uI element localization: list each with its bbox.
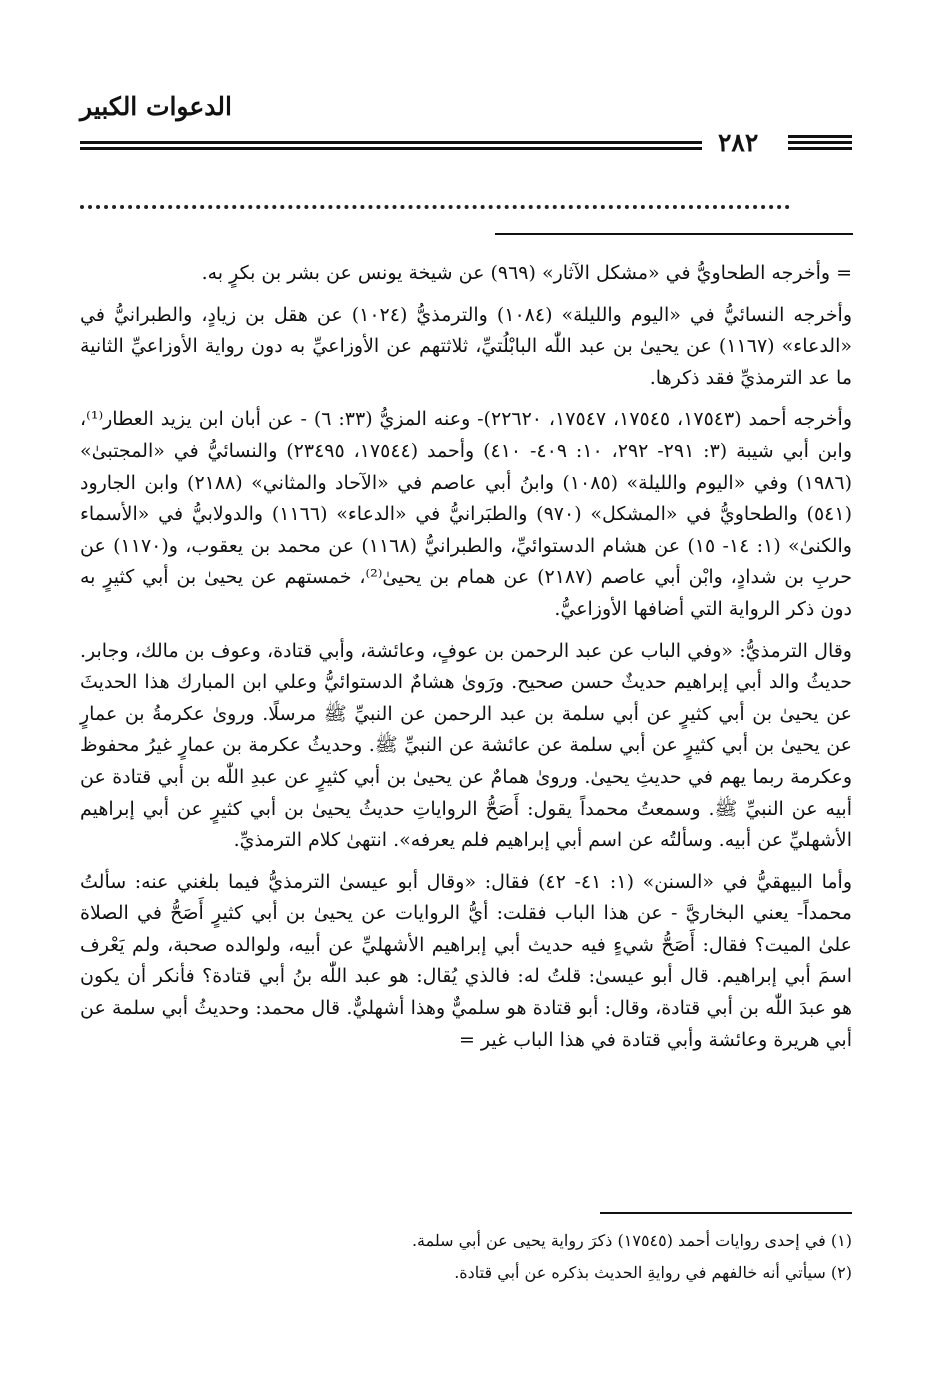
footnotes <box>80 1225 852 1289</box>
running-header-title: الدعوات الكبير <box>80 92 232 121</box>
header-rule-left-bottom <box>80 147 702 150</box>
paragraph: وأخرجه النسائيُّ في «اليوم والليلة» (١٠٨٤) والترمذيُّ (١٠٢٤) عن هقل بن زيادٍ، والطبرانيُّ في «الدعاء» (١١٦٧) عن يحيىٰ بن عبد اللّٰه البابْلُتيِّ، ثلاثتهم عن الأوزاعيِّ به دون رواية الأوزاعيِّ الثانية ما عد الترمذيِّ فقد ذكرها. <box>80 303 853 389</box>
header-rule-left-top <box>80 141 702 144</box>
body-text <box>80 258 852 1066</box>
paragraph: وأما البيهقيُّ في «السنن» (١: ٤١- ٤٢) فقال: «وقال أبو عيسىٰ الترمذيُّ فيما بلغني عنه: سألتُ محمداً- يعني البخاريَّ - عن هذا الباب فقلت: أيُّ الروايات عن يحيىٰ بن أبي كثيرٍ أَصَحُّ في الصلاة علىٰ الميت؟ فقال: أَصَحُّ شيءٍ فيه حديث أبي إبراهيم الأشهليِّ عن أبيه، ولوالده صحبة، ولم يَعْرف اسمَ أبي إبراهيم. قال أبو عيسىٰ: قلتُ له: فالذي يُقال: هو عبد اللّٰه بنُ أبي قتادة؟ فأنكر أن يكون هو عبدَ اللّٰه بن أبي قتادة، وقال: أبو قتادة هو سلميٌّ وهذا أشهليٌّ. قال محمد: وحديثُ أبي سلمة عن أبي هريرة وعائشة وأبي قتادة في هذا الباب غير = <box>80 870 852 1051</box>
dotted-divider <box>80 205 790 209</box>
paragraph: = وأخرجه الطحاويُّ في «مشكل الآثار» (٩٦٩) عن شيخة يونس عن بشر بن بكرٍ به. <box>201 262 852 284</box>
header-rule-right-3 <box>788 147 852 150</box>
header-rule-right-1 <box>788 135 852 138</box>
continuation-separator <box>495 233 853 235</box>
paragraph: وقال الترمذيُّ: «وفي الباب عن عبد الرحمن بن عوفٍ، وعائشة، وأبي قتادة، وعوف بن مالك، وجابر. حديثُ والد أبي إبراهيم حديثٌ حسن صحيح. ورَوىٰ هشامٌ الدستوائيُّ وعلي ابن المبارك هذا الحديثَ عن يحيىٰ بن أبي كثيرٍ عن أبي سلمة بن عبد الرحمن عن النبيِّ ﷺ مرسلًا. وروىٰ عكرمةُ بن عمارٍ عن يحيىٰ بن أبي كثيرٍ عن أبي سلمة عن عائشة عن النبيِّ ﷺ. وحديثُ عكرمة بن عمارٍ غيرُ محفوظ وعكرمة ربما يهم في حديثِ يحيىٰ. وروىٰ همامٌ عن يحيىٰ بن أبي كثيرٍ عن عبدِ اللّٰه بن أبي قتادة عن أبيه عن النبيِّ ﷺ. وسمعتُ محمداً يقول: أَصَحُّ الرواياتِ حديثُ يحيىٰ بن أبي كثيرٍ عن أبي إبراهيم الأشهليِّ عن أبيه. وسألتُه عن اسم أبي إبراهيم فلم يعرفه». انتهىٰ كلام الترمذيِّ. <box>80 639 852 852</box>
page-number: ٢٨٢ <box>718 128 759 157</box>
footnote-2: (٢) سيأتي أنه خالفهم في روايةِ الحديث بذكره عن أبي قتادة. <box>454 1263 852 1282</box>
header-rule-right-2 <box>788 141 852 144</box>
paragraph: وأخرجه أحمد (١٧٥٤٣، ١٧٥٤٥، ١٧٥٤٧، ٢٢٦٢٠)- وعنه المزيُّ (٣٣: ٦) - عن أبان ابن يزيد العطار⁽¹⁾، وابن أبي شيبة (٣: ٢٩١- ٢٩٢، ١٠: ٤٠٩- ٤١٠) وأحمد (١٧٥٤٤، ٢٣٤٩٥) والنسائيُّ في «المجتبىٰ» (١٩٨٦) وفي «اليوم والليلة» (١٠٨٥) وابنُ أبي عاصم في «الآحاد والمثاني» (٢١٨٨) وابن الجارود (٥٤١) والطحاويُّ في «المشكل» (٩٧٠) والطبَرانيُّ في «الدعاء» (١١٦٦) والدولابيُّ في «الأسماء والكنىٰ» (١: ١٤- ١٥) عن هشام الدستوائيِّ، والطبرانيُّ (١١٦٨) عن محمد بن يعقوب، و(١١٧٠) عن حربِ بن شدادٍ، وابْن أبي عاصم (٢١٨٧) عن همام بن يحيىٰ⁽²⁾، خمستهم عن يحيىٰ بن أبي كثيرٍ به دون ذكر الرواية التي أضافها الأوزاعيُّ. <box>80 408 853 620</box>
footnote-separator <box>600 1212 852 1214</box>
footnote-1: (١) في إحدى روايات أحمد (١٧٥٤٥) ذكرَ رواية يحيى عن أبي سلمة. <box>411 1231 852 1250</box>
